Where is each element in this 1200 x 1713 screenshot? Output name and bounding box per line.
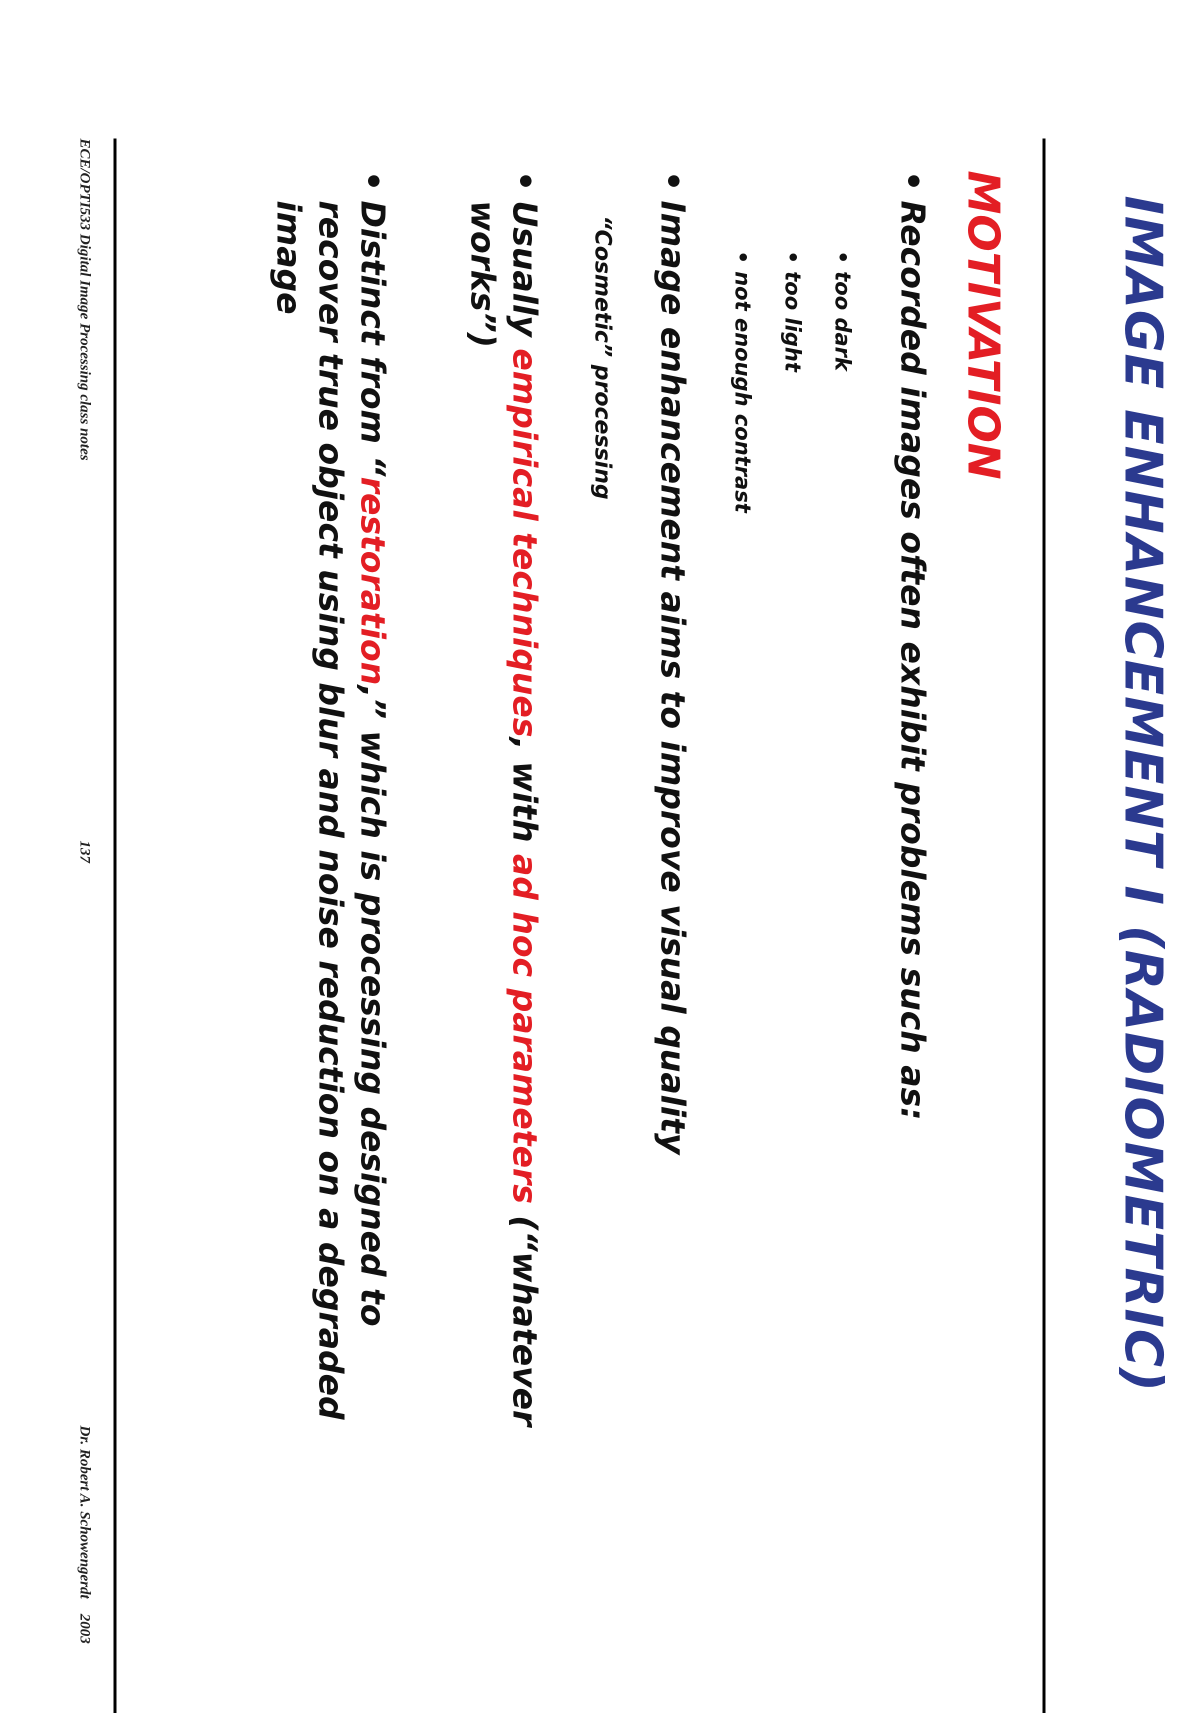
bullet-text-post: ,” which is processing designed to <box>353 684 392 1327</box>
bullet-restoration-cont1: recover true object using blur and noise reduction on a degraded <box>311 200 350 1420</box>
subitem-too-dark: • too dark <box>830 250 854 371</box>
subitem-too-light: • too light <box>780 250 804 372</box>
bullet-text: Recorded images often exhibit problems such as: <box>893 200 932 1120</box>
footer-page-number: 137 <box>76 840 92 863</box>
bullet-icon: • <box>893 170 932 192</box>
subitem-contrast: • not enough contrast <box>730 250 754 513</box>
bullet-empirical <box>505 170 544 1426</box>
highlight-restoration: restoration <box>353 476 392 685</box>
bullet-restoration <box>353 170 392 1326</box>
bullet-text: Image enhancement aims to improve visual quality <box>653 200 692 1155</box>
bullet-icon: • <box>653 170 692 192</box>
bullet-icon: • <box>353 170 392 192</box>
bullet-recorded-images <box>893 170 932 1120</box>
bottom-rule <box>113 138 116 1713</box>
bullet-icon: • <box>505 170 544 192</box>
bullet-text-post: (“whatever <box>505 1203 544 1426</box>
highlight-empirical: empirical techniques <box>505 347 544 737</box>
bullet-text-pre: Distinct from “ <box>353 200 392 477</box>
cosmetic-note: “Cosmetic” processing <box>589 215 614 500</box>
footer-author: Dr. Robert A. Schowengerdt 2003 <box>76 1425 92 1644</box>
bullet-empirical-cont: works”) <box>463 200 502 348</box>
footer-course: ECE/OPTI533 Digital Image Processing class notes <box>76 138 92 461</box>
bullet-restoration-cont2: image <box>269 200 308 314</box>
highlight-ad-hoc: ad hoc parameters <box>505 853 544 1204</box>
top-rule <box>1042 138 1045 1713</box>
bullet-text-pre: Usually <box>505 200 544 348</box>
bullet-text-mid: , with <box>505 736 544 854</box>
page-title: IMAGE ENHANCEMENT I (RADIOMETRIC) <box>1112 195 1172 1393</box>
bullet-image-enhancement <box>653 170 692 1154</box>
section-heading: MOTIVATION <box>957 170 1008 480</box>
